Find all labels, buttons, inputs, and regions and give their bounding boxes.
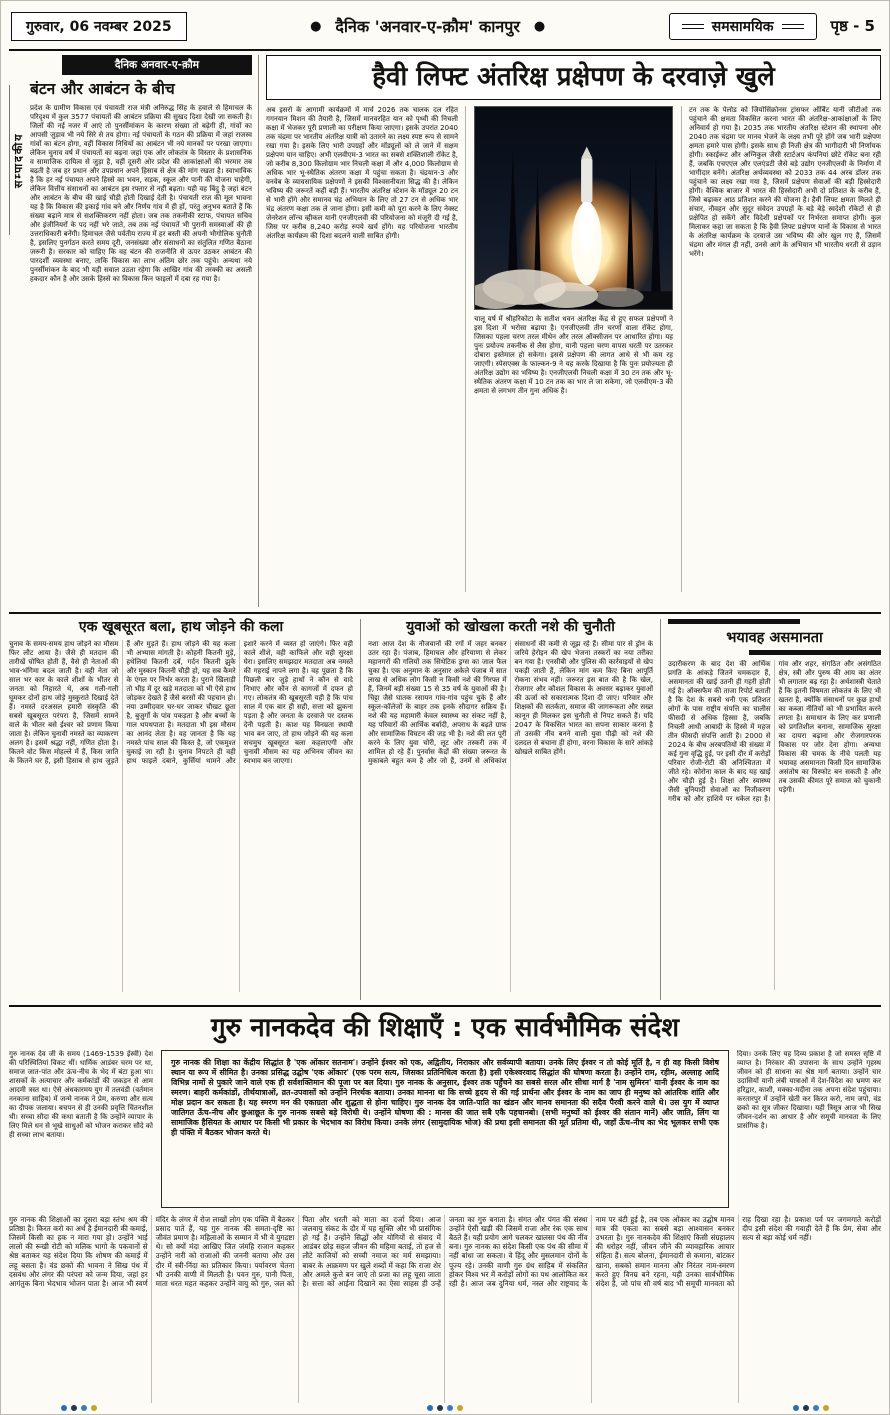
lead-headline: हैवी लिफ्ट अंतरिक्ष प्रक्षेपण के दरवाज़े खुले: [266, 55, 881, 100]
black-bar-icon: [668, 619, 800, 624]
registration-marks: [1, 1405, 889, 1411]
decorative-line-icon: [682, 24, 704, 29]
dot-icon: [803, 1405, 809, 1411]
middle-band: [9, 612, 881, 1000]
guru-right-column: दिया। उनके लिए यह दिव्य प्रकाश है जो समस्त सृष्टि में व्याप्त है। निरंकार की उपासना के साथ उन्होंने गृहस्थ जीवन को ही साधना का श्रेष्ठ मार्ग बताया। उन्होंने चार उदासियों यानी लंबी यात्राओं में देश-विदेश का भ्रमण कर हरिद्वार, काशी, मक्का-मदीना तक अपना संदेश पहुंचाया। करतारपुर में उन्होंने खेती कर किरत करो, नाम जपो, वंड छको का सूत्र जीकर दिखाया। यही त्रिसूत्र आज भी सिख जीवन-दर्शन का आधार है और समूची मानवता के लिए प्रासंगिक है।: [737, 1049, 881, 1130]
article-drugs-headline: युवाओं को खोखला करती नशे की चुनौती: [406, 619, 615, 635]
dot-icon: [447, 1405, 453, 1411]
dot-icon: [813, 1405, 819, 1411]
article-drugs: [361, 619, 661, 1000]
registration-dots-right: [793, 1405, 829, 1411]
paper-title-row: [187, 15, 669, 37]
registration-dots-center: [427, 1405, 463, 1411]
editorial-headline: बंटन और आबंटन के बीच: [30, 80, 175, 98]
editorial-rail: [9, 79, 26, 574]
paper-name: दैनिक 'अनवार-ए-क़ौम' कानपुर: [335, 17, 520, 36]
article-hands: [9, 619, 361, 1000]
dot-icon: [81, 1405, 87, 1411]
guru-highlight-box: गुरु नानक की शिक्षा का केंद्रीय सिद्धांत है 'एक ओंकार सतनाम'। उन्होंने ईश्वर को एक, अद्वितीय, निराकार और सर्वव्यापी बताया। उनके लिए ईश्वर न तो कोई मूर्ति है, न ही वह किसी विशेष स्थान या रूप में सीमित है। उनका प्रसिद्ध उद्घोष 'एक ओंकार' (एक परम सत्य, जिसका प्रतिनिधित्व करता है) इसी एकेश्वरवाद सिद्धांत की घोषणा करता है। उन्होंने राम, रहीम, अल्लाह आदि विभिन्न नामों से पुकारे जाने वाले एक ही सर्वशक्तिमान की पूजा पर बल दिया। गुरु नानक के अनुसार, ईश्वर तक पहुँचने का सबसे सरल और सीधा मार्ग है 'नाम सुमिरन' यानी ईश्वर के नाम का स्मरण। बाहरी कर्मकांडों, तीर्थयात्राओं, व्रत-उपवासों को उन्होंने निरर्थक बताया। उनका मानना था कि सच्चे हृदय से की गई प्रार्थना और ईश्वर के नाम का जाप ही मनुष्य को आंतरिक शांति और मोक्ष प्रदान कर सकता है। यह स्मरण मन की एकाग्रता और शुद्धता से होना चाहिए। गुरु नानक देव जाति-पाति का खंडन और मानव समानता की सदैव पैरवी करने वाले थे। उस युग में व्याप्त जातिगत ऊँच-नीच और छुआछूत के गुरु नानक सबसे बड़े विरोधी थे। उन्होंने घोषणा की : मानस की जात सबै एकै पहचानबो। (सभी मनुष्यों को ईश्वर की संतान मानें) और जाति, लिंग या सामाजिक हैसियत के आधार पर किसी भी प्रकार के भेदभाव का विरोध किया। उनके लंगर (सामुदायिक भोज) की प्रथा इसी समानता की मूर्त प्रतिमा थी, जहाँ ऊँच-नीच का भेद भूलकर सभी एक ही पंक्ति में बैठकर भोजन करते थे।: [161, 1050, 729, 1208]
dot-icon: [91, 1405, 97, 1411]
dot-icon: [71, 1405, 77, 1411]
black-bar-icon: [749, 650, 881, 655]
bullet-icon: ●: [310, 18, 322, 34]
rocket-launch-photo: [474, 106, 673, 310]
section-label-box: [669, 13, 817, 40]
bullet-icon: ●: [533, 18, 546, 34]
dot-icon: [61, 1405, 67, 1411]
lead-article-col2: [474, 106, 673, 592]
editorial-masthead: दैनिक अनवार-ए-क़ौम: [62, 55, 252, 75]
registration-dots-left: [61, 1405, 97, 1411]
lead-article-col2-text: चालू वर्ष में श्रीहरिकोटा के सतीश धवन अंतरिक्ष केंद्र से हुए सफल प्रक्षेपणों ने इस दिशा में भरोसा बढ़ाया है। एनजीएलवी तीन चरणों वाला रॉकेट होगा, जिसका पहला चरण तरल मीथेन और तरल ऑक्सीजन पर आधारित होगा। यह पुनः प्रयोज्य तकनीक से लैस होगा, यानी पहला चरण वापस धरती पर उतरकर दोबारा इस्तेमाल हो सकेगा। इससे प्रक्षेपण की लागत आधे से भी कम रह जाएगी। स्पेसएक्स के फाल्कन-9 ने यह करके दिखाया है कि पुनः प्रयोज्यता ही अंतरिक्ष उद्योग का भविष्य है। एनजीएलवी निचली कक्षा में 30 टन तक और भू-स्थैतिक अंतरण कक्षा में 10 टन तक का भार ले जा सकेगा, जो एलवीएम-3 की क्षमता से लगभग तीन गुना अधिक है।: [474, 314, 673, 395]
article-inequality-headline: भयावह असमानता: [726, 630, 823, 646]
article-hands-body: चुनाव के समय-समय हाथ जोड़ने का मौसम फिर लौट आया है। जैसे ही मतदान की तारीखें घोषित होती हैं, वैसे ही नेताओं की भाव-भंगिमा बदल जाती है। वही नेता जो साल भर कार के काले शीशों के भीतर से जनता को निहारते थे, अब गली-गली घूमकर दोनों हाथ जोड़े मुस्कुराते दिखाई देते हैं। नमस्ते दरअसल हमारी संस्कृति की सबसे खूबसूरत परंपरा है, जिसमें सामने वाले के भीतर बसे ईश्वर को प्रणाम किया जाता है। लेकिन चुनावी नमस्ते का व्याकरण अलग है। इसमें श्रद्धा नहीं, गणित होता है। कितने वोट किस मोहल्ले में हैं, किस जाति के कितने घर हैं, इसी हिसाब से हाथ जुड़ते हैं और मुड़ते हैं। हाथ जोड़ने की यह कला भी अभ्यास मांगती है। कोहनी कितनी मुड़े, हथेलियां कितनी दबें, गर्दन कितनी झुके और मुस्कान कितनी चौड़ी हो, यह सब कैमरे के एंगल पर निर्भर करता है। पुराने खिलाड़ी तो भीड़ में दूर खड़े मतदाता को भी ऐसे हाथ जोड़कर देखते हैं जैसे बरसों की पहचान हो। नया उम्मीदवार घर-घर जाकर चौखट छूता है, बुजुर्गों के पांव पकड़ता है और बच्चों के गाल थपथपाता है। मतदाता भी इस मौसम का आनंद लेता है। वह जानता है कि यह नमस्ते पांच साल की किस्त है, जो एकमुश्त चुकाई जा रही है। चुनाव निपटते ही वही हाथ फाइलें दबाने, कुर्सियां थामने और इशारे करने में व्यस्त हो जाएंगे। फिर वही काले शीशे, वही काफिले और वही सुरक्षा घेरा। इसलिए समझदार मतदाता अब नमस्ते की गहराई नापने लगा है। वह पूछता है कि पिछली बार जुड़े हाथों ने कौन से वादे निभाए और कौन से कागजों में दफन हो गए। लोकतंत्र की खूबसूरती यही है कि पांच साल में एक बार ही सही, सत्ता को झुकना पड़ता है और जनता के दरवाजे पर दस्तक देनी पड़ती है। काश यह विनम्रता स्थायी भाव बन जाए, तो हाथ जोड़ने की यह कला सचमुच खूबसूरत बला कहलाएगी और चुनावी मौसम का यह अभिनय जीवन का स्वभाव बन जाएगा।: [9, 640, 353, 766]
dot-icon: [793, 1405, 799, 1411]
top-content-row: [9, 55, 881, 607]
decorative-line-icon: [782, 24, 804, 29]
dot-icon: [437, 1405, 443, 1411]
editorial-vertical-label: सम्पादकीय: [9, 85, 27, 235]
masthead: [9, 7, 881, 51]
guru-headline: गुरु नानकदेव की शिक्षाएँ : एक सार्वभौमिक संदेश: [210, 1013, 680, 1043]
article-inequality-header: [668, 619, 881, 655]
section-label: समसामयिक: [711, 18, 774, 35]
article-drugs-body: नशा आज देश के नौजवानों की रगों में जहर बनकर उतर रहा है। पंजाब, हिमाचल और हरियाणा से लेकर महानगरों की गलियों तक सिंथेटिक ड्रग्स का जाल फैल चुका है। एक अनुमान के अनुसार अकेले पंजाब में सात लाख से अधिक लोग किसी न किसी नशे की गिरफ्त में हैं, जिनमें बड़ी संख्या 15 से 35 वर्ष के युवाओं की है। चिट्टा जैसे घातक रसायन गांव-गांव पहुंच चुके हैं और स्कूल-कॉलेजों के बाहर तक इनके सौदागर सक्रिय हैं। नशे की यह महामारी केवल स्वास्थ्य का संकट नहीं है, यह परिवारों की आर्थिक बर्बादी, अपराध के बढ़ते ग्राफ और सामाजिक विघटन की जड़ भी है। नशे की लत पूरी करने के लिए युवा चोरी, लूट और तस्करी तक में शामिल हो रहे हैं। पुनर्वास केंद्रों की संख्या जरूरत के मुकाबले बहुत कम है और जो हैं, उनमें से अधिकांश संसाधनों की कमी से जूझ रहे हैं। सीमा पार से ड्रोन के जरिये हेरोइन की खेप भेजना तस्करों का नया तरीका बन गया है। एनसीबी और पुलिस की कार्रवाइयों से खेप पकड़ी जाती हैं, लेकिन मांग कम किए बिना आपूर्ति रोकना संभव नहीं। जरूरत इस बात की है कि खेल, रोजगार और कौशल विकास के अवसर बढ़ाकर युवाओं की ऊर्जा को सकारात्मक दिशा दी जाए। परिवार और शिक्षकों की सतर्कता, समाज की जागरूकता और सख्त कानून ही मिलकर इस चुनौती से निपट सकते हैं। यदि 2047 के विकसित भारत का सपना साकार करना है तो उसकी नींव बनने वाली युवा पीढ़ी को नशे की दलदल से बचाना ही होगा, वरना विकास के सारे आंकड़े खोखले साबित होंगे।: [368, 640, 653, 766]
guru-nanak-article: [9, 1005, 881, 1403]
editorial-column: [9, 55, 259, 607]
guru-body-columns: गुरु नानक की शिक्षाओं का दूसरा बड़ा स्तंभ श्रम की प्रतिष्ठा है। किरत करो का अर्थ है ईमानदारी की कमाई, जिसमें किसी का हक न मारा गया हो। उन्होंने भाई लालो की रूखी रोटी को मलिक भागो के पकवानों से श्रेष्ठ बताकर यह संदेश दिया कि शोषण की कमाई में लहू बसता है। वंड छको की भावना ने सिख पंथ में दसवंध और लंगर की परंपरा को जन्म दिया, जहां हर आगंतुक बिना भेदभाव भोजन पाता है। आज भी स्वर्ण मंदिर के लंगर में रोज लाखों लोग एक पंक्ति में बैठकर प्रसाद पाते हैं, यह गुरु नानक की समता-दृष्टि का जीवंत प्रमाण है। महिलाओं के सम्मान में भी वे युगद्रष्टा थे। सो क्यों मंदा आखिए जित जंमहि राजान कहकर उन्होंने नारी को राजाओं की जननी बताया और उस दौर में स्त्री-निंदा का प्रतिकार किया। पर्यावरण चेतना भी उनकी वाणी में मिलती है। पवन गुरु, पानी पिता, माता धरत महत कहकर उन्होंने वायु को गुरु, जल को पिता और धरती को माता का दर्जा दिया। आज जलवायु संकट के दौर में यह सूक्ति और भी प्रासंगिक हो गई है। उन्होंने सिद्धों और योगियों से संवाद में आडंबर छोड़ सहज जीवन की महिमा बताई, तो हज से लौटे काजियों को सच्ची नमाज का मर्म समझाया। बाबर के आक्रमण पर खुले शब्दों में कहा कि राजा शेर और अमले कुत्ते बन जाएं तो प्रजा का लहू चूसा जाता है। सत्ता को आईना दिखाने का ऐसा साहस ही उन्हें जनता का गुरु बनाता है। संगत और पंगत की संस्था उन्होंने ऐसी खड़ी की जिसमें राजा और रंक एक साथ बैठते हैं। यही प्रयोग आगे चलकर खालसा पंथ की नींव बना। गुरु नानक का संदेश किसी एक पंथ की सीमा में नहीं बांधा जा सकता। वे हिंदू और मुसलमान दोनों के पूज्य रहे। उनकी वाणी गुरु ग्रंथ साहिब में संकलित होकर विश्व भर में करोड़ों लोगों का पथ आलोकित कर रही है। आज जब दुनिया धर्म, नस्ल और राष्ट्रवाद के नाम पर बंटी हुई है, तब एक ओंकार का उद्घोष मानव मात्र की एकता का सबसे बड़ा आश्वासन बनकर उभरता है। गुरु नानकदेव की शिक्षाएं किसी संग्रहालय की धरोहर नहीं, जीवन जीने की व्यावहारिक आचार संहिता हैं। सत्य बोलना, ईमानदारी से कमाना, बांटकर खाना, सबको समान मानना और निरंतर नाम-स्मरण करते हुए विनम्र बने रहना, यही उनका सार्वभौमिक संदेश है, जो पांच सौ वर्ष बाद भी समूची मानवता को राह दिखा रहा है। प्रकाश पर्व पर जगमगाते करोड़ों दीप इसी संदेश की गवाही देते हैं कि प्रेम, सेवा और सत्य से बड़ा कोई धर्म नहीं।: [9, 1214, 881, 1289]
dot-icon: [457, 1405, 463, 1411]
lead-article: [259, 55, 881, 607]
lead-article-col1: अब इसरो के आगामी कार्यक्रमों में मार्च 2026 तक चालक दल रहित गगनयान मिशन की तैयारी है, जिसमें मानवरहित यान को पृथ्वी की निचली कक्षा में भेजकर पूरी प्रणाली का परीक्षण किया जाएगा। इसके उपरांत 2040 तक चंद्रमा पर भारतीय अंतरिक्ष यात्री को उतारने का लक्ष्य स्पष्ट रूप से सामने रखा गया है। इसके लिए भारी उपग्रहों और मॉड्यूलों को ले जाने में सक्षम प्रक्षेपण यान चाहिए। अभी एलवीएम-3 भारत का सबसे शक्तिशाली रॉकेट है, जो करीब 8,300 किलोग्राम भार निचली कक्षा में और 4,000 किलोग्राम से अधिक भार भू-स्थैतिक अंतरण कक्षा में पहुंचा सकता है। चंद्रयान-3 और वनवेब के व्यावसायिक प्रक्षेपणों ने इसकी विश्वसनीयता सिद्ध की है। लेकिन भविष्य की जरूरतें कहीं बड़ी हैं। भारतीय अंतरिक्ष स्टेशन के मॉड्यूल 20 टन से भारी होंगे और समानव चंद्र अभियान के लिए तो 27 टन से अधिक भार चंद्र अंतरण कक्षा तक ले जाना होगा। इसी कमी को पूरा करने के लिए नेक्स्ट जेनरेशन लॉन्च व्हीकल यानी एनजीएलवी की परियोजना को मंजूरी दी गई है, जिस पर करीब 8,240 करोड़ रुपये खर्च होंगे। यह परियोजना भारतीय अंतरिक्ष कार्यक्रम की दिशा बदलने वाली साबित होगी।: [266, 106, 466, 592]
lead-article-col3: टन तक के पेलोड को जियोसिंक्रोनस ट्रांसफर ऑर्बिट यानी जीटीओ तक पहुंचाने की क्षमता विकसित करना भारत की अंतरिक्ष-आकांक्षाओं के लिए अनिवार्य हो गया है। 2035 तक भारतीय अंतरिक्ष स्टेशन की स्थापना और 2040 तक चंद्रमा पर मानव भेजने के लक्ष्य तभी पूरे होंगे जब भारी प्रक्षेपण क्षमता हमारे पास होगी। इसके साथ ही निजी क्षेत्र की भागीदारी भी निर्णायक होगी। स्काईरूट और अग्निकुल जैसी स्टार्टअप कंपनियां छोटे रॉकेट बना रही हैं, जबकि एचएएल और एलएंडटी जैसे बड़े उद्योग एनजीएलवी के निर्माण में भागीदार बनेंगे। अंतरिक्ष अर्थव्यवस्था को 2033 तक 44 अरब डॉलर तक पहुंचाने का लक्ष्य रखा गया है, जिसमें प्रक्षेपण सेवाओं की बड़ी हिस्सेदारी होगी। वैश्विक बाजार में भारत की हिस्सेदारी अभी दो प्रतिशत के करीब है, जिसे बढ़ाकर आठ प्रतिशत करने की योजना है। हैवी लिफ्ट क्षमता मिलते ही संचार, नौवहन और सुदूर संवेदन उपग्रहों के बड़े बेड़े स्वदेशी रॉकेटों से ही प्रक्षेपित हो सकेंगे और विदेशी प्रक्षेपकों पर निर्भरता समाप्त होगी। कुल मिलाकर कहा जा सकता है कि हैवी लिफ्ट प्रक्षेपण यानों के विकास से भारत के अंतरिक्ष कार्यक्रम के दरवाजे उस भविष्य की ओर खुल गए हैं, जिसमें चंद्रमा और मंगल ही नहीं, उनसे आगे के अभियान भी भारतीय धरती से उड़ान भरेंगे।: [681, 106, 881, 592]
guru-left-column: गुरु नानक देव जी के समय (1469-1539 ईस्वी) देश की परिस्थितियां विकट थीं। धार्मिक आडंबर चरम पर था, समाज जात-पांत और ऊंच-नीच के भेद में बंटा हुआ था। शासकों के अत्याचार और कर्मकांडों की जकड़न से आम आदमी त्रस्त था। ऐसे अंधकारमय युग में तलवंडी (वर्तमान ननकाना साहिब) में जन्मे नानक ने प्रेम, करुणा और सत्य का दीपक जलाया। बचपन से ही उनकी प्रवृत्ति चिंतनशील थी। सच्चा सौदा की कथा बताती है कि उन्होंने व्यापार के लिए मिले धन से भूखे साधुओं को भोजन कराकर सौदे को ही सच्चा लाभ बताया।: [9, 1049, 153, 1139]
date-box: गुरुवार, 06 नवम्बर 2025: [11, 12, 187, 41]
editorial-body: प्रदेश के ग्रामीण विकास एवं पंचायती राज मंत्री अनिरुद्ध सिंह के हवाले से हिमाचल के परिदृश्य में कुल 3577 पंचायतों की आबंटन प्रक्रिया की सुखद दिशा देखी जा सकती है। जिलों की नई नजर में आएं तो पुनर्सीमांकन के कारण संख्या तो बढ़ेगी ही, गांवों का आपसी जुड़ाव भी नये सिरे से तय होगा। नई पंचायतों के गठन की प्रक्रिया में जहां राजस्व गांवों का बंटन होगा, वहीं विकास निधियों का आबंटन भी नये मानकों पर परखा जाएगा। लेकिन चुनाव वर्ष में पंचायतों का बढ़ना जहां एक ओर लोकतंत्र के विस्तार के प्रशासनिक व सामाजिक दायित्व से जुड़ा है, वहीं दूसरी ओर प्रदेश की आकांक्षाओं की भरमार तब बढ़ती है जब हर प्रधान और उपप्रधान अपने हिसाब से क्षेत्र की मांग रखता है। स्वाभाविक है कि हर नई पंचायत अपने हिस्से का भवन, सड़क, स्कूल और पानी की योजना चाहेगी, लेकिन वित्तीय संसाधनों का आबंटन इस रफ्तार से नहीं बढ़ता। यही वह बिंदु है जहां बंटन और आबंटन के बीच की खाई चौड़ी होती दिखाई देती है। पंचायती राज की मूल भावना यह है कि विकास की इकाई गांव बने और निर्णय गांव में ही हों, परंतु अनुभव बताते हैं कि संख्या बढ़ाने मात्र से सशक्तिकरण नहीं होता। जब तक तकनीकी स्टाफ, पंचायत सचिव और इंजीनियरों के पद नहीं भरे जाते, तब तक नई पंचायतें भी पुरानी समस्याओं की ही उत्तराधिकारी बनेंगी। हिमाचल जैसे पर्वतीय राज्य में हर बस्ती की अपनी भौगोलिक चुनौती है, इसलिए पुनर्गठन करते समय दूरी, जनसंख्या और संसाधनों का संतुलित गणित बैठाना जरूरी है। सरकार को चाहिए कि वह बंटन की राजनीति से ऊपर उठकर आबंटन की पारदर्शी व्यवस्था बनाए, ताकि विकास का लाभ अंतिम छोर तक पहुंचे। अन्यथा नये पुनर्सीमांकन के बाद भी यही सवाल उठता रहेगा कि आखिर गांव की तरक्की का असली हकदार कौन है और उसके हिस्से का विकास किन फाइलों में दबा रह गया है।: [30, 103, 252, 283]
article-inequality: [661, 619, 881, 1000]
article-hands-headline: एक खूबसूरत बला, हाथ जोड़ने की कला: [78, 619, 284, 635]
dot-icon: [823, 1405, 829, 1411]
dot-icon: [427, 1405, 433, 1411]
article-inequality-body: उदारीकरण के बाद देश की आर्थिक प्रगति के आंकड़े जितने चमकदार हैं, असमानता की खाई उतनी ही गहरी होती गई है। ऑक्सफैम की ताजा रिपोर्ट बताती है कि देश के सबसे धनी एक प्रतिशत लोगों के पास राष्ट्रीय संपत्ति का चालीस फीसदी से अधिक हिस्सा है, जबकि निचली आधी आबादी के हिस्से में महज तीन फीसदी संपत्ति आती है। 2000 से 2024 के बीच अरबपतियों की संख्या में कई गुना वृद्धि हुई, पर इसी दौर में करोड़ों परिवार रोजी-रोटी की अनिश्चितता में जीते रहे। कोरोना काल के बाद यह खाई और चौड़ी हुई है। शिक्षा और स्वास्थ्य जैसी बुनियादी सेवाओं का निजीकरण गरीब को और हाशिये पर धकेल रहा है। गांव और शहर, संगठित और असंगठित क्षेत्र, स्त्री और पुरुष की आय का अंतर भी लगातार बढ़ रहा है। अर्थशास्त्री चेताते हैं कि इतनी विषमता लोकतंत्र के लिए भी खतरा है, क्योंकि संसाधनों पर कुछ हाथों का कब्जा नीतियों को भी प्रभावित करने लगता है। समाधान के लिए कर प्रणाली को प्रगतिशील बनाना, सामाजिक सुरक्षा का दायरा बढ़ाना और रोजगारपरक विकास पर जोर देना होगा। अन्यथा विकास की चमक के नीचे पलती यह भयावह असमानता किसी दिन सामाजिक असंतोष का विस्फोट बन सकती है और तब उसकी कीमत पूरे समाज को चुकानी पड़ेगी।: [668, 660, 881, 803]
page-number: पृष्ठ - 5: [830, 17, 875, 35]
